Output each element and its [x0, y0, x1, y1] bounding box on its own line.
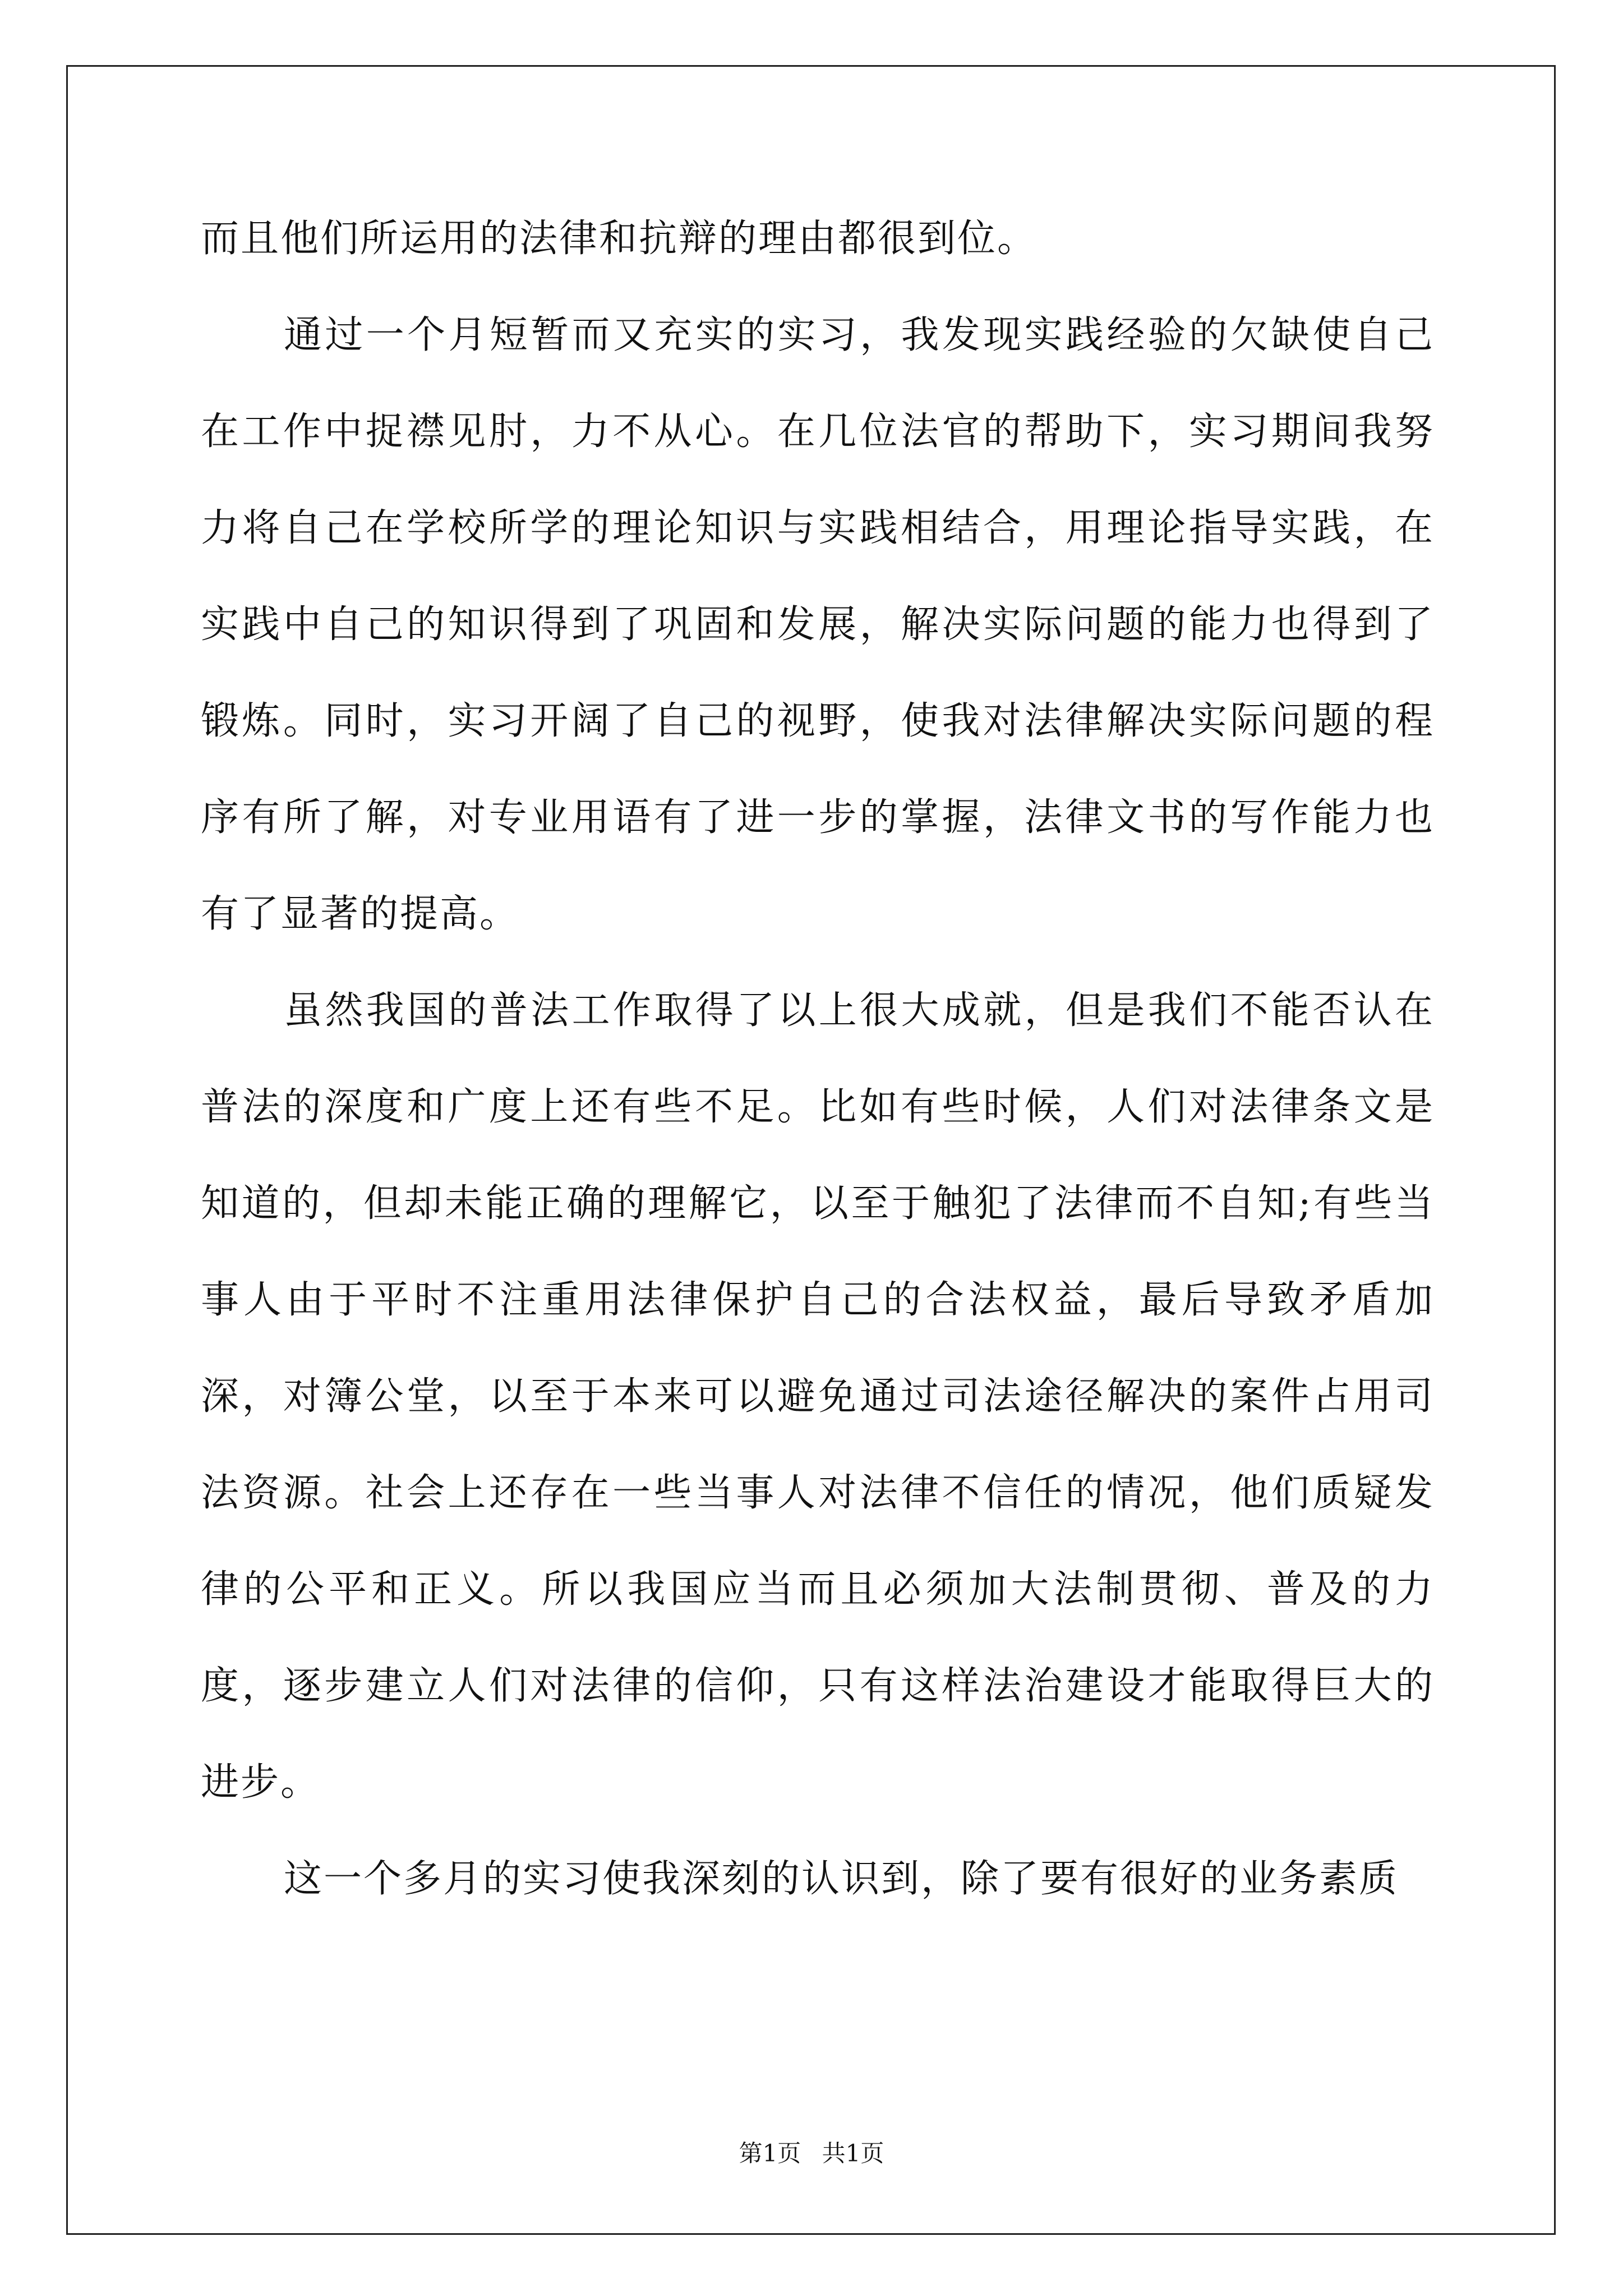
page-footer [0, 2135, 1623, 2169]
paragraph-3: 虽然我国的普法工作取得了以上很大成就，但是我们不能否认在普法的深度和广度上还有些不足。比如有些时候，人们对法律条文是知道的，但却未能正确的理解它，以至于触犯了法律而不自知;有些当事人由于平时不注重用法律保护自己的合法权益，最后导致矛盾加深，对簿公堂，以至于本来可以避免通过司法途径解决的案件占用司法资源。社会上还存在一些当事人对法律不信任的情况，他们质疑发律的公平和正义。所以我国应当而且必须加大法制贯彻、普及的力度，逐步建立人们对法律的信仰，只有这样法治建设才能取得巨大的进步。 [201, 988, 1435, 1805]
page-total: 共1页 [822, 2139, 884, 2167]
document-body [201, 191, 1435, 1927]
paragraph-2: 通过一个月短暂而又充实的实习，我发现实践经验的欠缺使自己在工作中捉襟见肘，力不从心。在几位法官的帮助下，实习期间我努力将自己在学校所学的理论知识与实践相结合，用理论指导实践，在实践中自己的知识得到了巩固和发展，解决实际问题的能力也得到了锻炼。同时，实习开阔了自己的视野，使我对法律解决实际问题的程序有所了解，对专业用语有了进一步的掌握，法律文书的写作能力也有了显著的提高。 [201, 313, 1435, 936]
paragraph-4: 这一个多月的实习使我深刻的认识到，除了要有很好的业务素质 [284, 1857, 1399, 1901]
page-number: 第1页 [739, 2139, 801, 2167]
paragraph-1: 而且他们所运用的法律和抗辩的理由都很到位。 [201, 217, 1038, 261]
